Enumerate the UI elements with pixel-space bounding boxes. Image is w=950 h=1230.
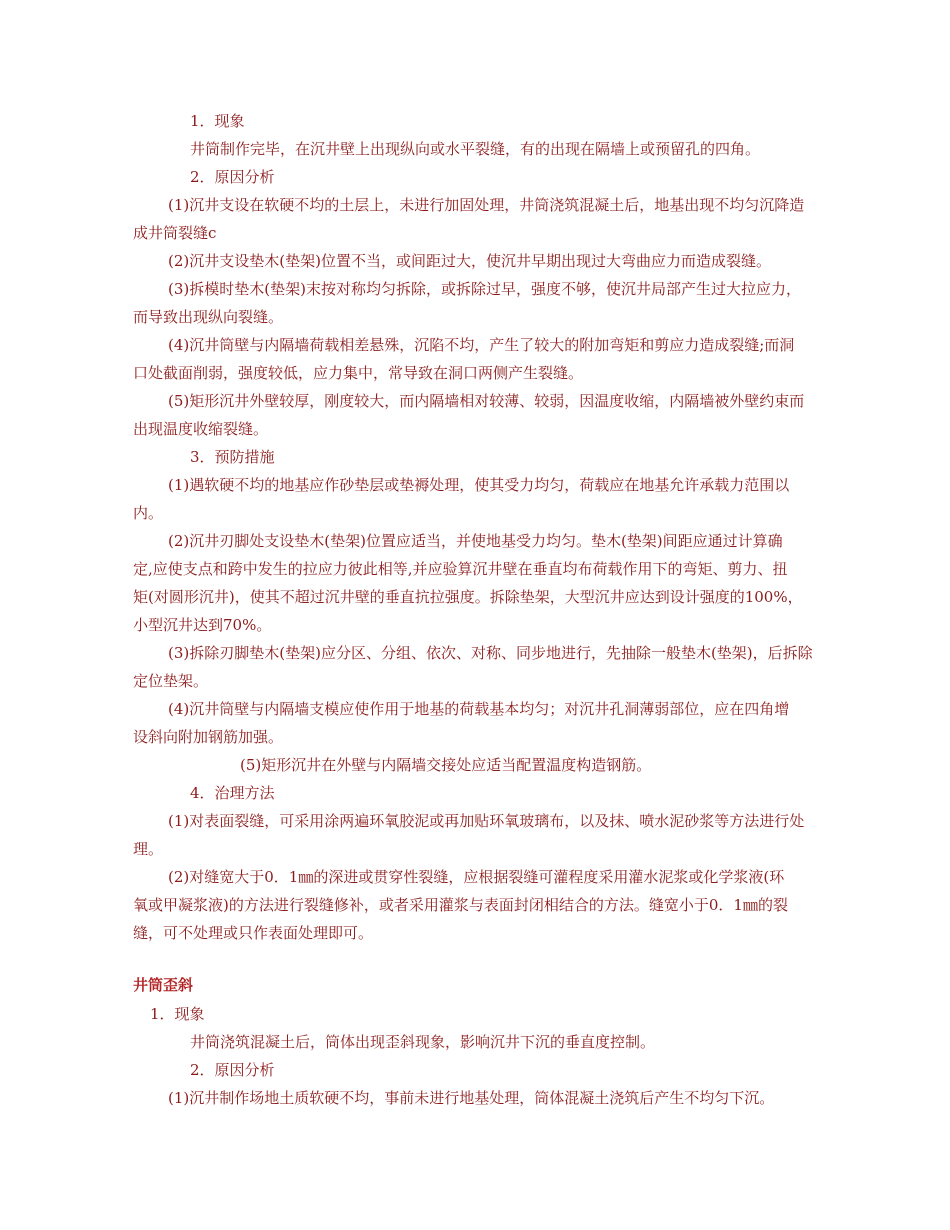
tilt-phenomenon-title: 1．现象 (150, 1005, 205, 1023)
crack-cause-4-line1: (4)沉井筒壁与内隔墙荷载相差悬殊，沉陷不均，产生了较大的附加弯矩和剪应力造成裂缝;而洞 (168, 336, 795, 354)
crack-prevention-5: (5)矩形沉井在外壁与内隔墙交接处应适当配置温度构造钢筋。 (240, 756, 652, 774)
crack-prevention-2-line4: 小型沉井达到70%。 (133, 616, 272, 634)
crack-treatment-2-line3: 缝，可不处理或只作表面处理即可。 (133, 924, 374, 942)
crack-prevention-4-line1: (4)沉井筒壁与内隔墙支模应使作用于地基的荷载基本均匀；对沉井孔洞薄弱部位，应在四角增 (168, 700, 790, 718)
tilt-phenomenon-text: 井筒浇筑混凝土后，筒体出现歪斜现象，影响沉井下沉的垂直度控制。 (190, 1033, 656, 1051)
crack-prevention-3-line1: (3)拆除刃脚垫木(垫架)应分区、分组、依次、对称、同步地进行，先抽除一般垫木(垫架)，后拆除 (168, 644, 813, 662)
crack-cause-3-line2: 而导致出现纵向裂缝。 (133, 308, 284, 326)
crack-prevention-2-line2: 定,应使支点和跨中发生的拉应力彼此相等,并应验算沉井壁在垂直均布荷载作用下的弯矩、剪力、扭 (133, 560, 788, 578)
crack-cause-1-line2: 成井筒裂缝c (133, 224, 217, 242)
crack-prevention-3-line2: 定位垫架。 (133, 672, 209, 690)
tilt-cause-title: 2．原因分析 (190, 1061, 275, 1079)
crack-treatment-1-line2: 理。 (133, 840, 164, 858)
crack-treatment-title: 4．治理方法 (190, 784, 275, 802)
crack-phenomenon-text: 井筒制作完毕，在沉井壁上出现纵向或水平裂缝，有的出现在隔墙上或预留孔的四角。 (190, 140, 761, 158)
crack-cause-4-line2: 口处截面削弱，强度较低，应力集中，常导致在洞口两侧产生裂缝。 (133, 364, 584, 382)
crack-prevention-4-line2: 设斜向附加钢筋加强。 (133, 728, 284, 746)
tilt-section-heading: 井筒歪斜 (133, 976, 194, 994)
crack-cause-1-line1: (1)沉井支设在软硬不均的土层上，未进行加固处理，井筒浇筑混凝土后，地基出现不均匀沉降造 (168, 196, 805, 214)
crack-cause-title: 2．原因分析 (190, 168, 275, 186)
crack-prevention-1-line2: 内。 (133, 504, 164, 522)
crack-cause-3-line1: (3)拆模时垫木(垫架)末按对称均匀拆除，或拆除过早，强度不够，使沉井局部产生过大拉应力， (168, 280, 801, 298)
crack-prevention-2-line1: (2)沉井刃脚处支设垫木(垫架)位置应适当，并使地基受力均匀。垫木(垫架)间距应通过计算确 (168, 532, 783, 550)
crack-prevention-1-line1: (1)遇软硬不均的地基应作砂垫层或垫褥处理，使其受力均匀，荷载应在地基允许承载力范围以 (168, 476, 790, 494)
crack-prevention-title: 3．预防措施 (190, 448, 275, 466)
tilt-cause-1: (1)沉井制作场地土质软硬不均，事前未进行地基处理，筒体混凝土浇筑后产生不均匀下沉。 (168, 1089, 775, 1107)
crack-cause-5-line1: (5)矩形沉井外壁较厚，刚度较大，而内隔墙相对较薄、较弱，因温度收缩，内隔墙被外壁约束而 (168, 392, 805, 410)
crack-treatment-1-line1: (1)对表面裂缝，可采用涂两遍环氧胶泥或再加贴环氧玻璃布，以及抹、喷水泥砂浆等方法进行处 (168, 812, 805, 830)
crack-cause-5-line2: 出现温度收缩裂缝。 (133, 420, 269, 438)
crack-treatment-2-line1: (2)对缝宽大于0．1㎜的深进或贯穿性裂缝，应根据裂缝可灌程度采用灌水泥浆或化学浆液(环 (168, 868, 785, 886)
crack-treatment-2-line2: 氧或甲凝浆液)的方法进行裂缝修补，或者采用灌浆与表面封闭相结合的方法。缝宽小于0．1㎜的裂 (133, 896, 788, 914)
crack-cause-2: (2)沉井支设垫木(垫架)位置不当，或间距过大，使沉井早期出现过大弯曲应力而造成裂缝。 (168, 252, 771, 270)
crack-prevention-2-line3: 矩(对圆形沉井)，使其不超过沉井壁的垂直抗拉强度。拆除垫架，大型沉井应达到设计强度的100%， (133, 588, 803, 606)
crack-phenomenon-title: 1．现象 (190, 112, 245, 130)
